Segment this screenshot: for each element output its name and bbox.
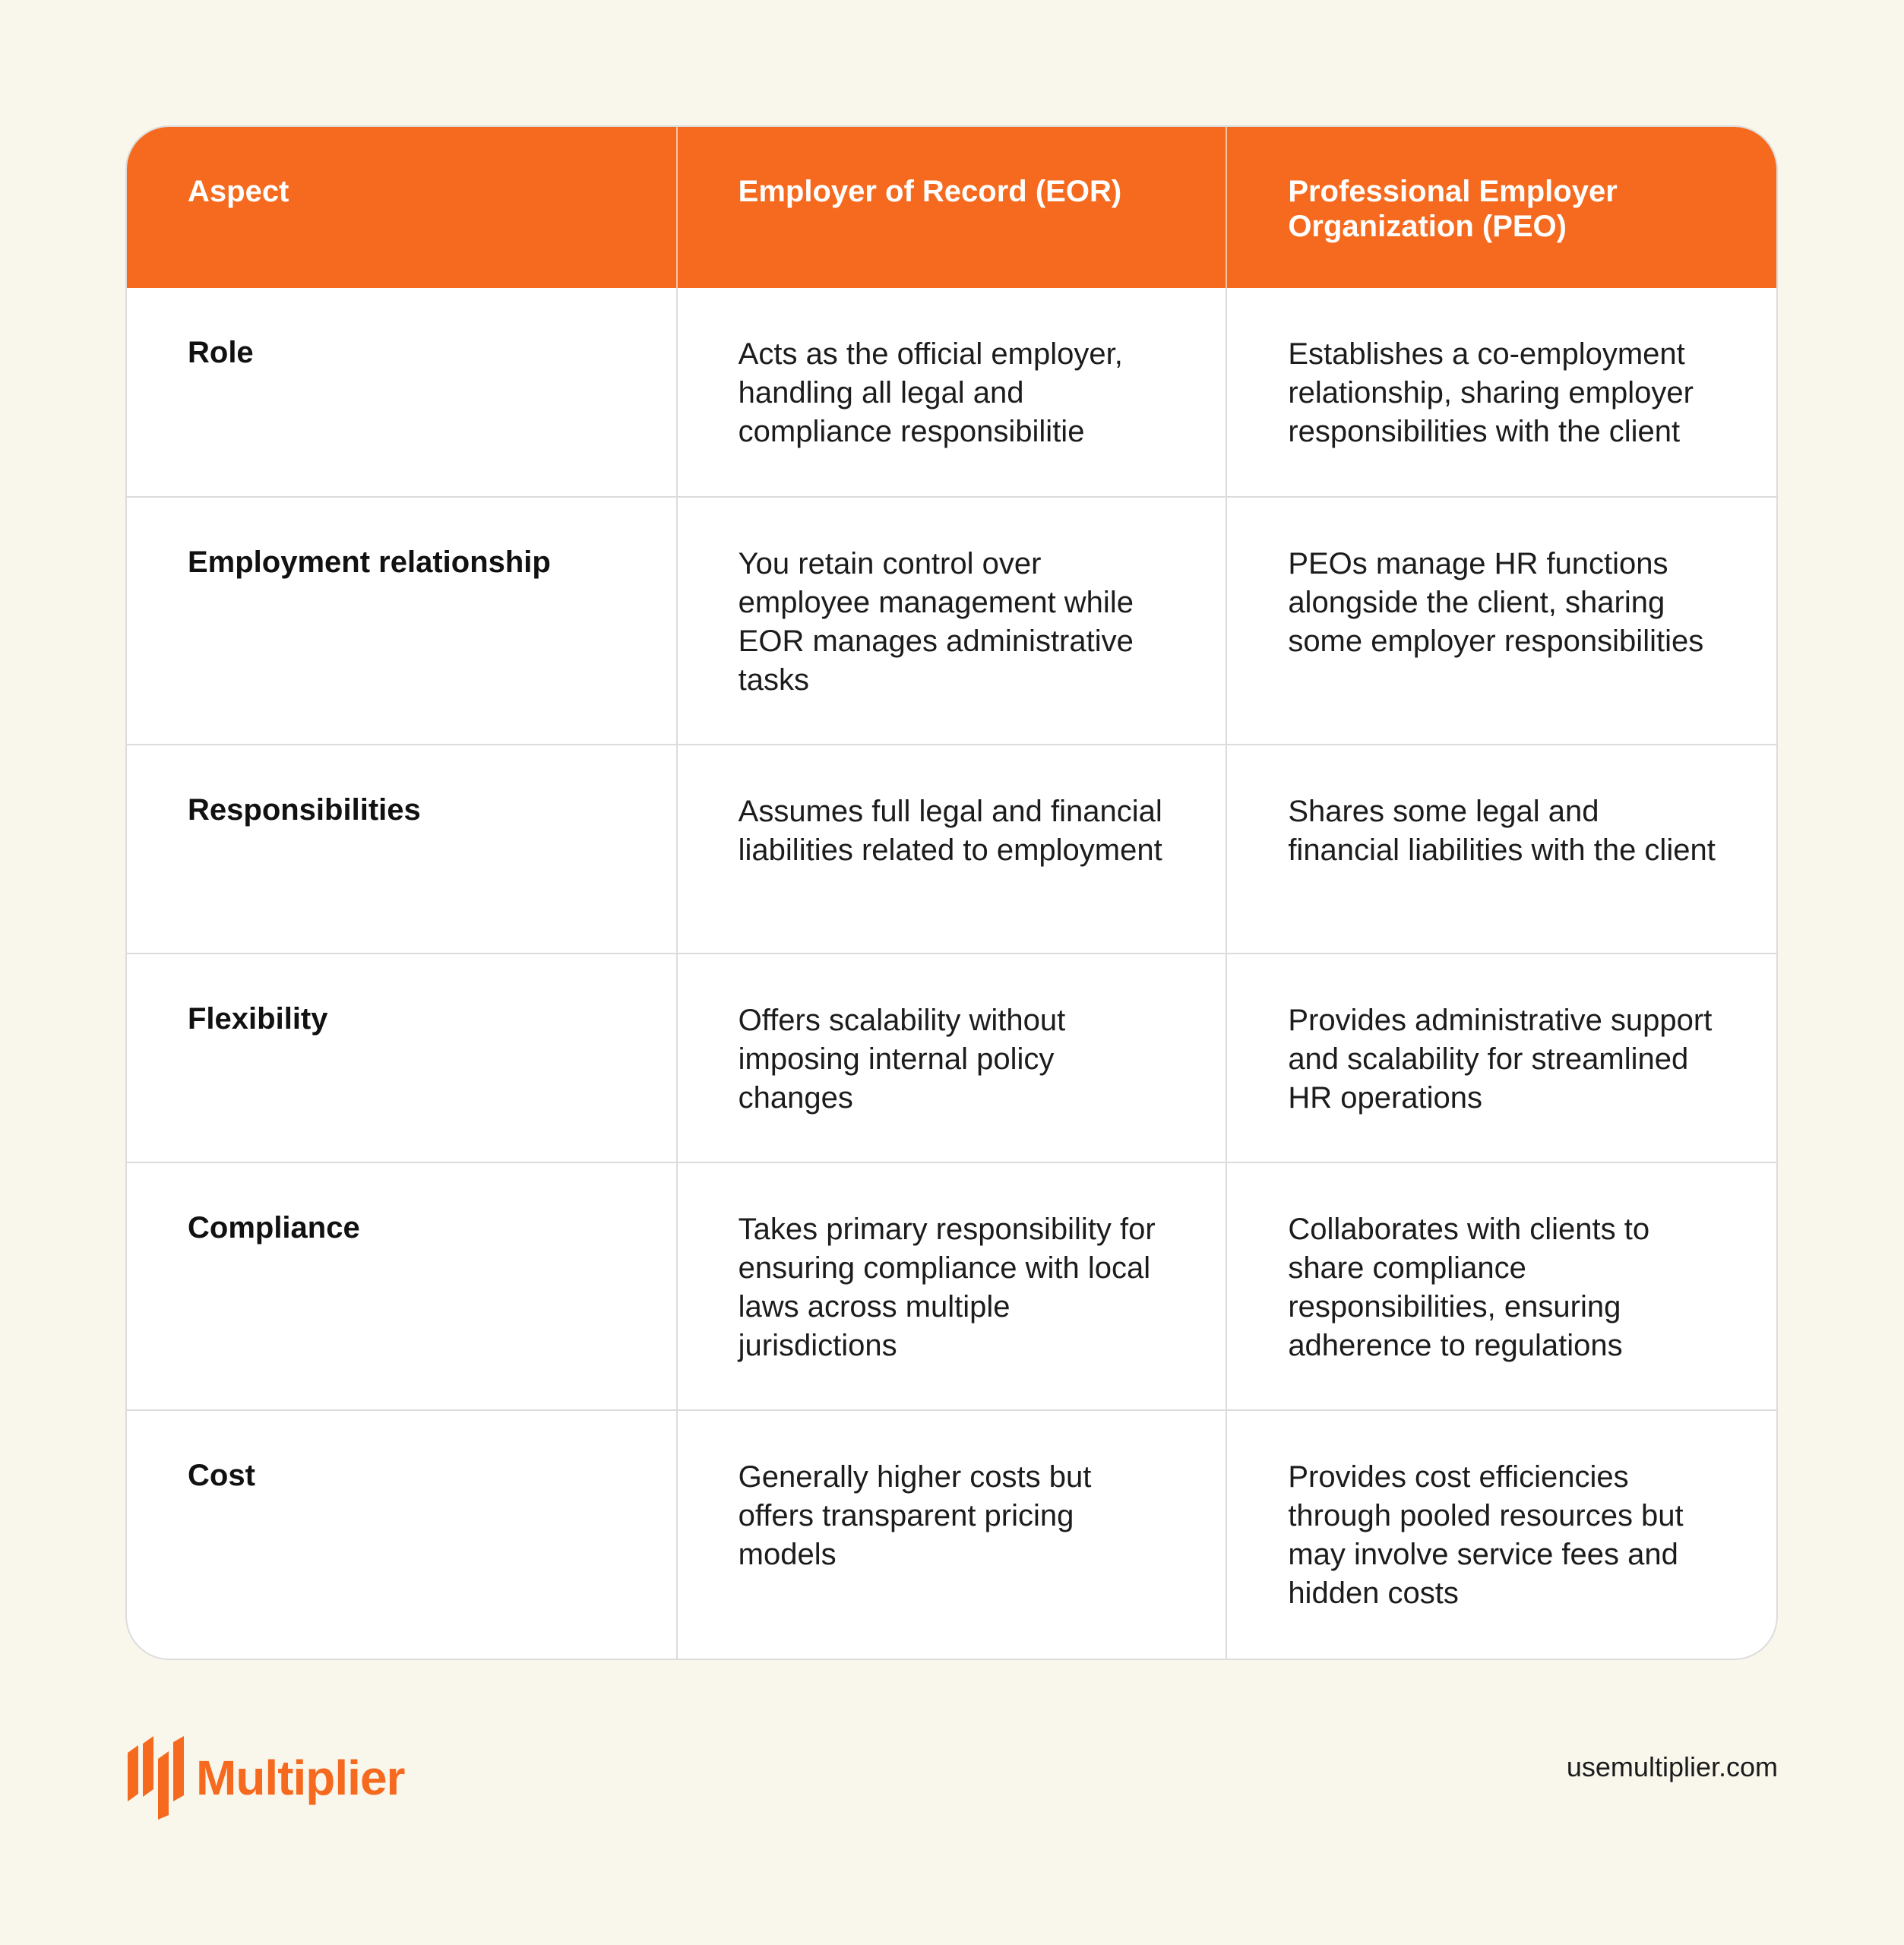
row-aspect-cell: Role [127,288,677,497]
row-peo-cell: Collaborates with clients to share compliance responsibilities, ensuring adherence to regulations [1226,1162,1776,1410]
table-row [127,497,1776,745]
row-eor-cell: Assumes full legal and financial liabilities related to employment [677,745,1227,954]
comparison-table-card [125,125,1778,1660]
row-eor-cell: Takes primary responsibility for ensuring compliance with local laws across multiple jurisdictions [677,1162,1227,1410]
row-peo-cell: Provides cost efficiencies through pooled resources but may involve service fees and hidden costs [1226,1410,1776,1660]
header-aspect: Aspect [127,127,677,288]
row-eor-cell: Generally higher costs but offers transparent pricing models [677,1410,1227,1660]
row-peo-cell: Provides administrative support and scalability for streamlined HR operations [1226,954,1776,1162]
row-eor-cell: You retain control over employee management while EOR manages administrative tasks [677,497,1227,745]
header-peo: Professional Employer Organization (PEO) [1226,127,1776,288]
row-aspect-cell: Compliance [127,1162,677,1410]
website-link[interactable]: usemultiplier.com [1566,1751,1778,1782]
table-row [127,288,1776,497]
row-peo-cell: PEOs manage HR functions alongside the client, sharing some employer responsibilities [1226,497,1776,745]
table-row [127,1162,1776,1410]
comparison-table [127,127,1776,1660]
multiplier-logo-icon [128,1736,188,1820]
row-aspect-cell: Cost [127,1410,677,1660]
table-row [127,954,1776,1162]
row-peo-cell: Shares some legal and financial liabilities with the client [1226,745,1776,954]
header-eor: Employer of Record (EOR) [677,127,1227,288]
brand-name: Multiplier [196,1750,405,1805]
row-peo-cell: Establishes a co-employment relationship, sharing employer responsibilities with the client [1288,337,1694,448]
row-aspect-cell: Responsibilities [127,745,677,954]
row-eor-cell: Offers scalability without imposing internal policy changes [677,954,1227,1162]
table-row [127,745,1776,954]
brand-logo[interactable] [128,1736,404,1820]
row-aspect-cell: Employment relationship [127,497,677,745]
row-eor-cell: Acts as the official employer, handling all legal and compliance responsibilitie [677,288,1227,497]
row-aspect-cell: Flexibility [127,954,677,1162]
table-row [127,1410,1776,1660]
table-header-row [127,127,1776,288]
